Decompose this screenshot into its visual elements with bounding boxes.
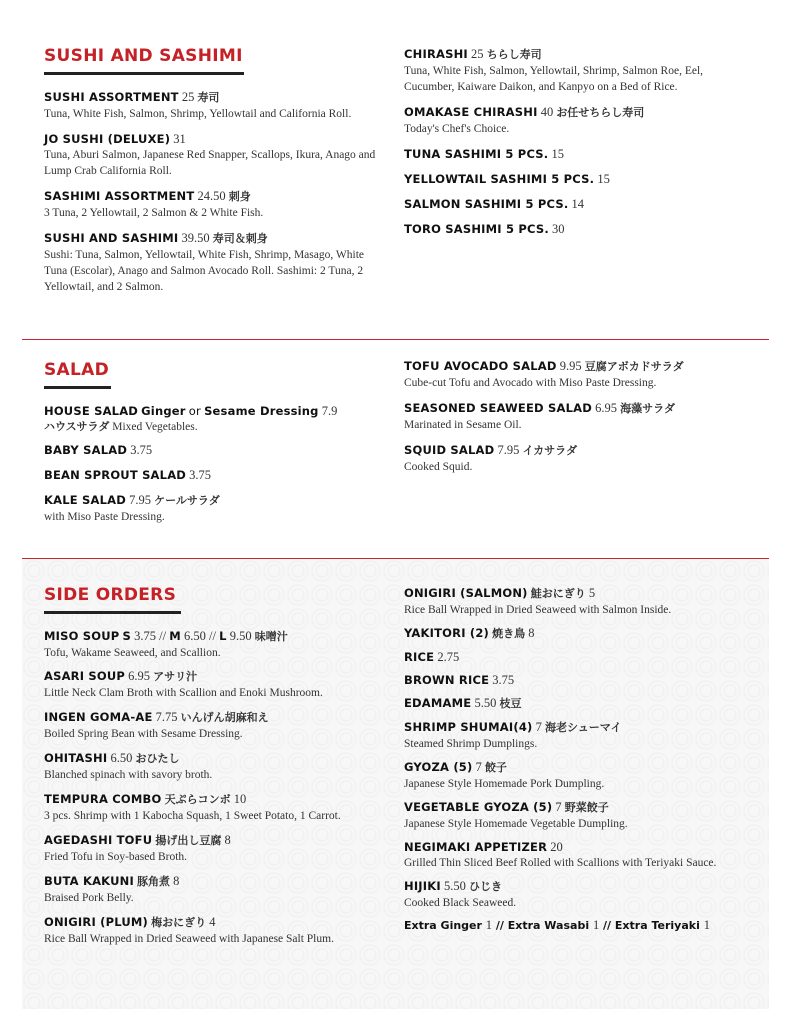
item-price: 24.50 xyxy=(197,189,226,203)
item-japanese-name: イカサラダ xyxy=(522,444,578,457)
item-name: YAKITORI (2) xyxy=(404,626,489,640)
menu-item xyxy=(44,709,384,742)
item-japanese-name: おひたし xyxy=(135,752,180,765)
item-japanese-name: 海藻サラダ xyxy=(620,402,675,415)
extras-line xyxy=(404,918,754,933)
item-description: Tuna, Aburi Salmon, Japanese Red Snapper, Scallops, Ikura, Anago and Lump Crab California Roll. xyxy=(44,149,376,177)
item-japanese-name: 揚げ出し豆腐 xyxy=(155,834,222,847)
item-name: ONIGIRI (PLUM) xyxy=(44,915,148,929)
extra-price: 1 xyxy=(703,918,710,932)
item-description: Rice Ball Wrapped in Dried Seaweed with Japanese Salt Plum. xyxy=(44,933,334,945)
menu-item xyxy=(404,196,744,212)
item-description: Tuna, White Fish, Salmon, Yellowtail, Shrimp, Salmon Roe, Eel, Cucumber, Kaiware Daikon, and Kanpyo on a Bed of Rice. xyxy=(404,65,704,93)
sides-left-column xyxy=(44,585,384,955)
price-small: 3.75 xyxy=(134,629,157,643)
item-price: 15 xyxy=(551,147,564,161)
item-price: 30 xyxy=(552,222,565,236)
item-name: ONIGIRI (SALMON) xyxy=(404,586,528,600)
item-name: INGEN GOMA-AE xyxy=(44,710,153,724)
item-description: Cooked Squid. xyxy=(404,461,473,473)
item-price: 9.95 xyxy=(559,359,582,373)
menu-item xyxy=(404,672,754,688)
salad-right-column xyxy=(404,358,744,484)
salad-left-column xyxy=(44,360,384,534)
section-title-sushi: SUSHI AND SASHIMI xyxy=(44,46,243,66)
item-description: Little Neck Clam Broth with Scallion and Enoki Mushroom. xyxy=(44,687,323,699)
item-description: Mixed Vegetables. xyxy=(112,421,198,433)
item-price: 3.75 xyxy=(130,443,153,457)
item-japanese-name: ケールサラダ xyxy=(154,494,220,507)
item-name: HOUSE SALAD xyxy=(44,404,139,418)
menu-item xyxy=(44,832,384,865)
item-description: Cooked Black Seaweed. xyxy=(404,897,517,909)
item-price: 20 xyxy=(550,840,563,854)
menu-item xyxy=(404,839,754,871)
item-price: 5.50 xyxy=(443,879,466,893)
size-separator: // xyxy=(159,629,167,643)
item-description: Marinated in Sesame Oil. xyxy=(404,419,522,431)
item-name: BUTA KAKUNI xyxy=(44,874,134,888)
item-name: OMAKASE CHIRASHI xyxy=(404,105,538,119)
menu-item xyxy=(404,799,754,832)
item-price: 7.75 xyxy=(155,710,178,724)
menu-item xyxy=(404,585,754,618)
item-japanese-name: 梅おにぎり xyxy=(151,916,207,929)
menu-item xyxy=(404,719,754,752)
item-price: 15 xyxy=(597,172,610,186)
item-name: GYOZA (5) xyxy=(404,760,473,774)
item-price: 7.95 xyxy=(129,493,151,507)
sides-right-column xyxy=(404,585,754,933)
item-price: 7 xyxy=(555,800,562,814)
extra-name: Extra Teriyaki xyxy=(614,919,700,932)
item-price: 7.95 xyxy=(497,443,520,457)
section-underline xyxy=(44,611,181,614)
menu-item xyxy=(404,104,744,137)
price-large: 9.50 xyxy=(229,629,252,643)
menu-item xyxy=(44,668,384,701)
item-name: TUNA SASHIMI 5 PCS. xyxy=(404,147,549,161)
item-name: BROWN RICE xyxy=(404,673,490,687)
item-description: Boiled Spring Bean with Sesame Dressing. xyxy=(44,728,243,740)
item-japanese-name: 焼き鳥 xyxy=(492,627,526,640)
section-divider xyxy=(22,339,769,340)
item-price: 8 xyxy=(173,874,180,888)
section-underline xyxy=(44,386,111,389)
item-name: SHRIMP SHUMAI(4) xyxy=(404,720,533,734)
menu-item xyxy=(44,750,384,783)
item-name: OHITASHI xyxy=(44,751,108,765)
item-price: 39.50 xyxy=(181,231,210,245)
item-description: Today's Chef's Choice. xyxy=(404,123,510,135)
menu-item xyxy=(404,46,744,95)
item-japanese-name: ハウスサラダ xyxy=(44,420,110,433)
item-price: 25 xyxy=(471,47,484,61)
item-japanese-name: 海老シューマイ xyxy=(545,721,622,734)
dressing-or: or xyxy=(188,404,201,418)
menu-item xyxy=(44,791,384,824)
item-name: SASHIMI ASSORTMENT xyxy=(44,189,195,203)
size-medium: M xyxy=(169,629,181,643)
item-japanese-name: アサリ汁 xyxy=(153,670,198,683)
menu-item xyxy=(44,230,384,295)
item-price: 6.50 xyxy=(110,751,133,765)
item-description: Cube-cut Tofu and Avocado with Miso Paste Dressing. xyxy=(404,377,657,389)
item-price: 7 xyxy=(475,760,482,774)
menu-item xyxy=(404,759,754,792)
extra-price: 1 xyxy=(592,918,600,932)
item-price: 5.50 xyxy=(474,696,497,710)
item-japanese-name: 鮭おにぎり xyxy=(530,587,586,600)
menu-item xyxy=(44,188,384,221)
item-japanese-name: 刺身 xyxy=(228,190,251,203)
item-price: 3.75 xyxy=(189,468,212,482)
menu-item xyxy=(44,403,384,435)
item-description: Japanese Style Homemade Vegetable Dumpling. xyxy=(404,818,628,830)
item-description: Fried Tofu in Soy-based Broth. xyxy=(44,851,188,863)
menu-item xyxy=(44,492,384,525)
item-description: Sushi: Tuna, Salmon, Yellowtail, White Fish, Shrimp, Masago, White Tuna (Escolar), Anago and Salmon Avocado Roll. Sashimi: 2 Tuna, 2 Yellowtail, and 2 Salmon. xyxy=(44,249,365,293)
item-description: Braised Pork Belly. xyxy=(44,892,134,904)
extra-name: Extra Wasabi xyxy=(507,919,590,932)
item-name: VEGETABLE GYOZA (5) xyxy=(404,800,553,814)
item-name: EDAMAME xyxy=(404,696,472,710)
item-price: 8 xyxy=(528,626,535,640)
item-name: BABY SALAD xyxy=(44,443,128,457)
section-title-side-orders: SIDE ORDERS xyxy=(44,585,177,605)
dressing-option: Sesame Dressing xyxy=(204,404,319,418)
item-japanese-name: 豆腐アボカドサラダ xyxy=(584,360,684,373)
item-name: SEASONED SEAWEED SALAD xyxy=(404,401,592,415)
item-price: 3.75 xyxy=(492,673,515,687)
item-name: TORO SASHIMI 5 PCS. xyxy=(404,222,549,236)
item-price: 5 xyxy=(588,586,596,600)
size-separator: // xyxy=(209,629,216,643)
menu-item xyxy=(404,625,754,642)
size-small: S xyxy=(122,629,132,643)
section-underline xyxy=(44,72,244,75)
item-name: SUSHI AND SASHIMI xyxy=(44,231,179,245)
item-description: Grilled Thin Sliced Beef Rolled with Scallions with Teriyaki Sauce. xyxy=(404,857,717,869)
item-japanese-name: 餃子 xyxy=(484,761,507,774)
menu-item xyxy=(404,695,754,712)
item-name: MISO SOUP xyxy=(44,629,120,643)
item-price: 6.95 xyxy=(128,669,151,683)
sushi-left-column xyxy=(44,46,384,304)
item-japanese-name: 寿司＆刺身 xyxy=(212,232,268,245)
item-name: SQUID SALAD xyxy=(404,443,495,457)
item-description: Steamed Shrimp Dumplings. xyxy=(404,738,538,750)
item-japanese-name: ちらし寿司 xyxy=(486,48,542,61)
menu-item xyxy=(44,873,384,906)
item-description: Tofu, Wakame Seaweed, and Scallion. xyxy=(44,647,221,659)
item-name: CHIRASHI xyxy=(404,47,468,61)
item-price: 25 xyxy=(181,90,195,104)
item-price: 10 xyxy=(233,792,247,806)
item-japanese-name: 豚角煮 xyxy=(137,875,171,888)
item-price: 4 xyxy=(209,915,216,929)
item-japanese-name: いんげん胡麻和え xyxy=(180,711,269,724)
item-description: with Miso Paste Dressing. xyxy=(44,511,165,523)
section-title-salad: SALAD xyxy=(44,360,110,380)
menu-item xyxy=(44,628,384,661)
size-large: L xyxy=(219,629,227,643)
item-price: 2.75 xyxy=(437,650,460,664)
item-description: Blanched spinach with savory broth. xyxy=(44,769,213,781)
item-name: TOFU AVOCADO SALAD xyxy=(404,359,557,373)
item-name: NEGIMAKI APPETIZER xyxy=(404,840,548,854)
item-name: AGEDASHI TOFU xyxy=(44,833,153,847)
extra-name: Extra Ginger xyxy=(404,919,482,932)
item-name: KALE SALAD xyxy=(44,493,126,507)
item-japanese-name: 枝豆 xyxy=(499,697,522,710)
item-japanese-name: 野菜餃子 xyxy=(564,801,609,814)
menu-item xyxy=(404,171,744,187)
item-description: Japanese Style Homemade Pork Dumpling. xyxy=(404,778,605,790)
item-price: 7.9 xyxy=(321,404,338,418)
item-description: 3 Tuna, 2 Yellowtail, 2 Salmon & 2 White Fish. xyxy=(44,207,264,219)
item-price: 14 xyxy=(571,197,585,211)
item-name: BEAN SPROUT SALAD xyxy=(44,468,187,482)
menu-item xyxy=(404,878,754,911)
item-price: 8 xyxy=(224,833,231,847)
item-description: Rice Ball Wrapped in Dried Seaweed with Salmon Inside. xyxy=(404,604,672,616)
menu-item xyxy=(44,914,384,947)
item-price: 31 xyxy=(173,132,186,146)
extra-price: 1 xyxy=(485,918,493,932)
extras-separator: // xyxy=(495,919,504,932)
item-name: SUSHI ASSORTMENT xyxy=(44,90,179,104)
item-name: SALMON SASHIMI 5 PCS. xyxy=(404,197,569,211)
item-japanese-name: 寿司 xyxy=(197,91,220,104)
price-medium: 6.50 xyxy=(184,629,206,643)
item-name: TEMPURA COMBO xyxy=(44,792,162,806)
menu-item xyxy=(44,131,384,179)
item-price: 7 xyxy=(535,720,542,734)
item-name: YELLOWTAIL SASHIMI 5 PCS. xyxy=(404,172,595,186)
menu-item xyxy=(44,467,384,483)
dressing-option: Ginger xyxy=(141,404,186,418)
menu-item xyxy=(404,400,744,433)
item-japanese-name: お任せちらし寿司 xyxy=(556,106,645,119)
item-description: Tuna, White Fish, Salmon, Shrimp, Yellowtail and California Roll. xyxy=(44,108,352,120)
item-name: JO SUSHI (DELUXE) xyxy=(44,132,171,146)
item-price: 40 xyxy=(540,105,554,119)
menu-item xyxy=(404,221,744,237)
item-japanese-name: 味噌汁 xyxy=(254,630,288,643)
menu-item xyxy=(404,358,744,391)
menu-item xyxy=(44,89,384,122)
item-name: ASARI SOUP xyxy=(44,669,126,683)
menu-item xyxy=(44,442,384,458)
extras-separator: // xyxy=(603,919,612,932)
menu-item xyxy=(404,649,754,665)
item-name: RICE xyxy=(404,650,435,664)
item-name: HIJIKI xyxy=(404,879,441,893)
menu-item xyxy=(404,146,744,162)
item-japanese-name: ひじき xyxy=(468,880,502,893)
item-price: 6.95 xyxy=(595,401,617,415)
item-japanese-name: 天ぷらコンボ xyxy=(164,793,231,806)
sushi-right-column xyxy=(404,46,744,246)
menu-item xyxy=(404,442,744,475)
item-description: 3 pcs. Shrimp with 1 Kabocha Squash, 1 Sweet Potato, 1 Carrot. xyxy=(44,810,341,822)
